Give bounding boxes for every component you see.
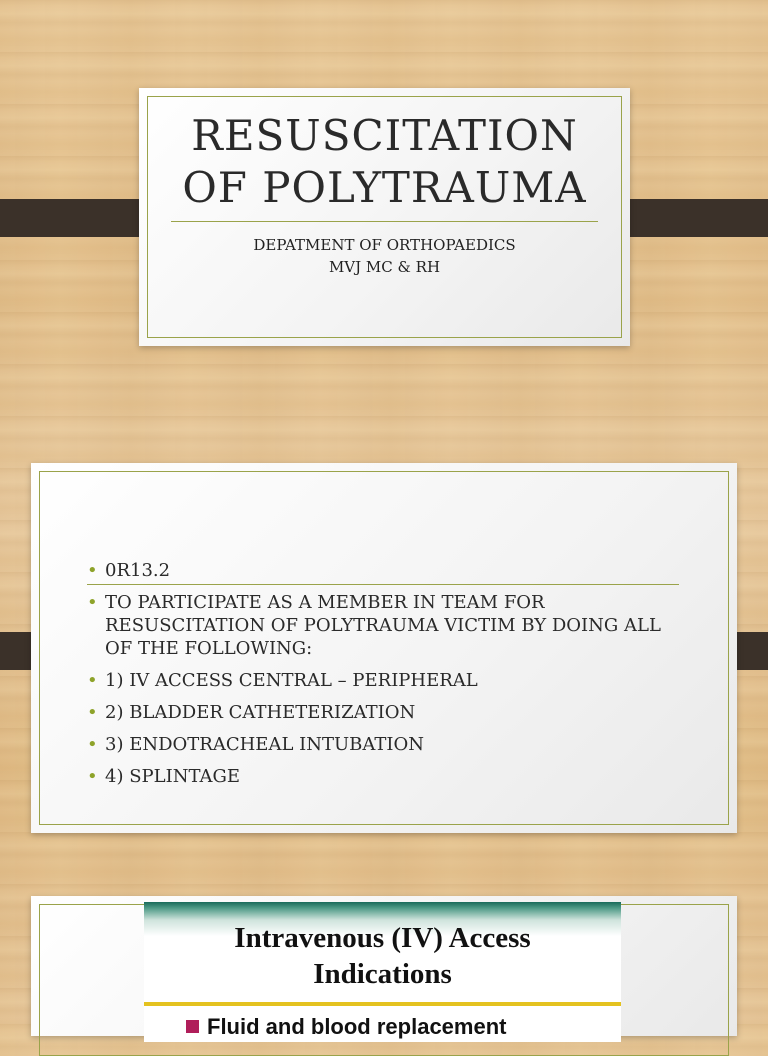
- embedded-slide-image: [144, 902, 621, 1042]
- title-line-1: RESUSCITATION: [191, 111, 578, 160]
- objectives-slide[interactable]: [31, 463, 737, 833]
- image-divider: [144, 1002, 621, 1006]
- title-slide[interactable]: [139, 88, 630, 346]
- image-bullet-text: Fluid and blood replacement: [207, 1014, 507, 1039]
- iv-access-slide[interactable]: [31, 896, 737, 1039]
- list-item: • 2) BLADDER CATHETERIZATION: [87, 701, 687, 724]
- image-title-line-1: Intravenous (IV) Access: [234, 922, 531, 954]
- image-title: [144, 920, 621, 992]
- image-bullet: [186, 1014, 506, 1040]
- list-item: • 1) IV ACCESS CENTRAL – PERIPHERAL: [87, 669, 687, 692]
- list-item: • 4) SPLINTAGE: [87, 765, 687, 788]
- image-title-line-2: Indications: [313, 958, 452, 990]
- list-item: • TO PARTICIPATE AS A MEMBER IN TEAM FOR RESUSCITATION OF POLYTRAUMA VICTIM BY DOING ALL OF THE FOLLOWING:: [87, 591, 687, 660]
- title-divider: [171, 221, 598, 222]
- list-item: • 3) ENDOTRACHEAL INTUBATION: [87, 733, 687, 756]
- slide-subtitle: [139, 234, 630, 278]
- list-item: • 0R13.2: [87, 559, 687, 582]
- slide-title: [139, 110, 630, 214]
- slide1-right-band: [613, 199, 768, 237]
- title-line-2: OF POLYTRAUMA: [182, 163, 587, 212]
- bullet-list: [87, 559, 687, 797]
- subtitle-line-2: MVJ MC & RH: [328, 258, 441, 276]
- subtitle-line-1: DEPATMENT OF ORTHOPAEDICS: [253, 236, 516, 254]
- slide1-left-band: [0, 199, 156, 237]
- square-bullet-icon: [186, 1020, 199, 1033]
